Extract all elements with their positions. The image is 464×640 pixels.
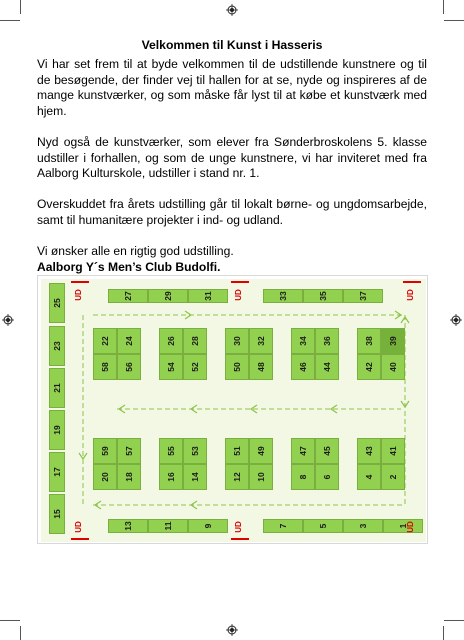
stand-number: 59 — [100, 446, 110, 456]
stand-number: 56 — [124, 362, 134, 372]
crop-mark — [20, 626, 21, 640]
crop-mark — [443, 626, 444, 640]
exit-door — [71, 538, 89, 540]
walking-route — [41, 279, 426, 542]
stand-number: 48 — [256, 362, 266, 372]
crop-mark — [20, 0, 21, 14]
stand-number: 57 — [124, 446, 134, 456]
stand-number: 25 — [52, 298, 62, 308]
stand-number: 39 — [388, 336, 398, 346]
exit-label: UD — [406, 289, 415, 301]
crop-mark — [443, 0, 444, 14]
stand-number: 7 — [278, 523, 288, 529]
stand-number: 18 — [124, 472, 134, 482]
paragraph-wishes: Vi ønsker alle en rigtig god udstilling. — [37, 244, 234, 259]
exit-label: UD — [406, 521, 415, 533]
exit-door — [231, 281, 249, 283]
page-title: Velkommen til Kunst i Hasseris — [141, 38, 323, 52]
stand-number: 20 — [100, 472, 110, 482]
stand-number: 29 — [163, 291, 173, 301]
stand-number: 4 — [364, 474, 374, 480]
stand-number: 43 — [364, 446, 374, 456]
stand-number: 47 — [298, 446, 308, 456]
exit-label: UD — [74, 521, 83, 533]
registration-mark-icon — [226, 4, 238, 16]
registration-mark-icon — [2, 314, 14, 326]
stand-number: 31 — [203, 291, 213, 301]
stand-number: 40 — [388, 362, 398, 372]
stand-number: 41 — [388, 446, 398, 456]
paragraph-intro: Vi har set frem til at byde velkommen til de udstillende kunstnere og til de besøgende, der finder vej til hallen for at se, nyde og inspireres af de mange kunstværker, og som måske får lyst til at købe et kunstværk med hjem. — [37, 57, 427, 118]
stand-number: 12 — [232, 472, 242, 482]
exit-label: UD — [234, 289, 243, 301]
exit-door — [71, 281, 89, 283]
stand-number: 1 — [398, 523, 408, 529]
stand-number: 22 — [100, 336, 110, 346]
stand-number: 33 — [278, 291, 288, 301]
welcome-text — [37, 38, 427, 275]
stand-number: 3 — [358, 523, 368, 529]
stand-number: 28 — [190, 336, 200, 346]
stand-number: 36 — [322, 336, 332, 346]
stand-number: 46 — [298, 362, 308, 372]
crop-mark — [0, 20, 20, 21]
floor-plan-area — [41, 279, 426, 542]
crop-mark — [444, 620, 464, 621]
exit-label: UD — [234, 521, 243, 533]
stand-number: 52 — [190, 362, 200, 372]
registration-mark-icon — [450, 314, 462, 326]
stand-number: 44 — [322, 362, 332, 372]
stand-number: 32 — [256, 336, 266, 346]
paragraph-proceeds: Overskuddet fra årets udstilling går til lokalt børne- og ungdomsarbejde, samt til humanitære projekter i ind- og udland. — [37, 197, 427, 227]
stand-number: 42 — [364, 362, 374, 372]
stand-number: 26 — [166, 336, 176, 346]
stand-number: 23 — [52, 341, 62, 351]
stand-number: 14 — [190, 472, 200, 482]
floor-plan — [37, 275, 428, 544]
stand-number: 2 — [388, 474, 398, 480]
stand-number: 50 — [232, 362, 242, 372]
stand-number: 16 — [166, 472, 176, 482]
crop-mark — [0, 620, 20, 621]
exit-door — [403, 281, 421, 283]
stand-number: 19 — [52, 425, 62, 435]
stand-number: 58 — [100, 362, 110, 372]
stand-number: 13 — [123, 521, 133, 531]
signature: Aalborg Y´s Men’s Club Budolfi. — [37, 259, 221, 274]
stand-number: 6 — [322, 474, 332, 480]
stand-number: 38 — [364, 336, 374, 346]
stand-number: 17 — [52, 467, 62, 477]
stand-number: 53 — [190, 446, 200, 456]
stand-number: 8 — [298, 474, 308, 480]
stand-number: 24 — [124, 336, 134, 346]
stand-number: 11 — [163, 521, 173, 531]
stand-number: 35 — [318, 291, 328, 301]
stand-number: 21 — [52, 383, 62, 393]
registration-mark-icon — [226, 624, 238, 636]
stand-number: 34 — [298, 336, 308, 346]
stand-number: 49 — [256, 446, 266, 456]
stand-number: 27 — [123, 291, 133, 301]
stand-number: 30 — [232, 336, 242, 346]
stand-number: 45 — [322, 446, 332, 456]
stand-number: 5 — [318, 523, 328, 529]
stand-number: 9 — [203, 523, 213, 529]
stand-number: 55 — [166, 446, 176, 456]
stand-number: 37 — [358, 291, 368, 301]
exit-door — [231, 538, 249, 540]
exit-label: UD — [74, 289, 83, 301]
stand-number: 54 — [166, 362, 176, 372]
stand-number: 51 — [232, 446, 242, 456]
paragraph-students: Nyd også de kunstværker, som elever fra Sønderbroskolens 5. klasse udstiller i forhallen, og som de unge kunstnere, vi har inviteret med fra Aalborg Kulturskole, udstiller i stand nr. 1. — [37, 134, 427, 181]
stand-number: 15 — [52, 509, 62, 519]
stand-number: 10 — [256, 472, 266, 482]
crop-mark — [444, 20, 464, 21]
